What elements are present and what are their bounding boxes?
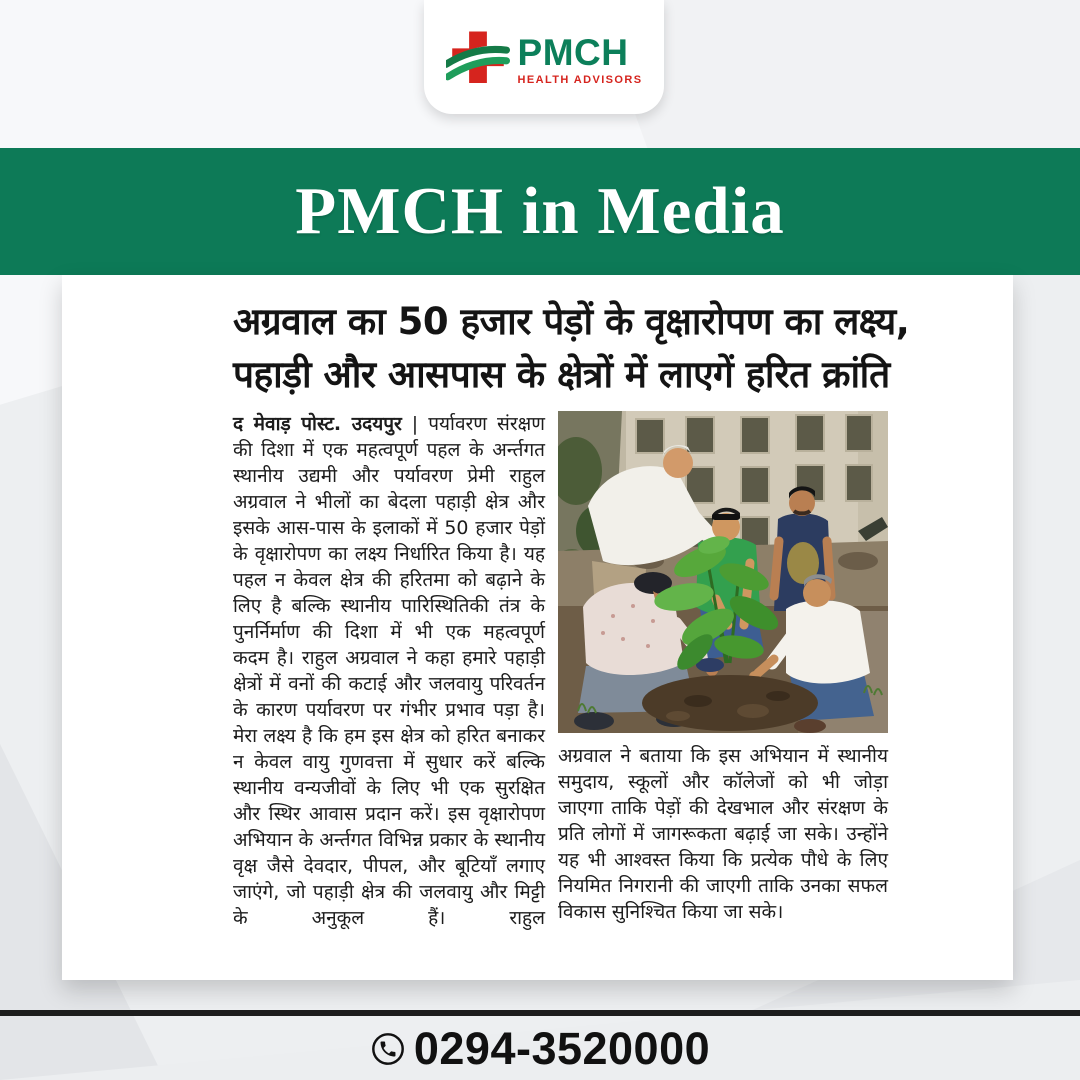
footer-divider: [0, 1010, 1080, 1016]
banner-title: PMCH in Media: [295, 174, 785, 248]
article-dateline: द मेवाड़ पोस्ट. उदयपुर: [233, 413, 402, 435]
media-banner: [0, 148, 1080, 275]
phone-number: 0294-3520000: [413, 1023, 711, 1074]
article-left-text: पर्यावरण संरक्षण की दिशा में एक महत्वपूर्ण पहल के अर्न्तगत स्थानीय उद्यमी और पर्यावरण प्रेमी राहुल अग्रवाल ने भीलों का बेदला पहाड़ी क्षेत्र और इसके आस-पास के इलाकों में 50 हजार पेड़ों के वृक्षारोपण का लक्ष्य निर्धारित किया है। यह पहल न केवल क्षेत्र की हरितमा को बढ़ाने के लिए है बल्कि स्थानीय पारिस्थितिकी तंत्र के पुनर्निर्माण की दिशा में भी एक महत्वपूर्ण कदम है। राहुल अग्रवाल ने कहा हमारे पहाड़ी क्षेत्रों में वनों की कटाई और जलवायु परिवर्तन के कारण पर्यावरण पर गंभीर प्रभाव पड़ा है। मेरा लक्ष्य है कि हम इस क्षेत्र को हरित बनाकर न केवल वायु गुणवत्ता में सुधार करें बल्कि स्थानीय वन्यजीवों के लिए भी एक सुरक्षित और स्थिर आवास प्रदान करें। इस वृक्षारोपण अभियान के अर्न्तगत विभिन्न प्रकार के स्थानीय वृक्ष जैसे देवदार, पीपल, और बूटियाँ लगाए जाएंगे, जो पहाड़ी क्षेत्र की जलवायु और मिट्टी के अनुकूल हैं। राहुल: [233, 413, 545, 929]
article-body-left: [233, 411, 545, 931]
phone-icon: [370, 1031, 406, 1067]
dateline-separator: |: [401, 413, 429, 435]
brand-name: PMCH: [517, 32, 629, 73]
newspaper-clipping: [62, 275, 1013, 980]
article-body-right: अग्रवाल ने बताया कि इस अभियान में स्थानीय समुदाय, स्कूलों और कॉलेजों को भी जोड़ा जाएगा ताकि पेड़ों की देखभाल और संरक्षण के प्रति लोगों में जागरूकता बढ़ाई जा सके। उन्होंने यह भी आश्वस्त किया कि प्रत्येक पौधे के लिए नियमित निगरानी की जाएगी ताकि उनका सफल विकास सुनिश्चित किया जा सके।: [558, 745, 888, 923]
brand-tagline: HEALTH ADVISORS: [517, 74, 643, 86]
footer: [0, 1018, 1080, 1080]
logo-card: [424, 0, 664, 114]
pmch-logo-icon: [446, 27, 510, 91]
article-headline-line2: पहाड़ी और आसपास के क्षेत्रों में लाएगें हरित क्रांति: [233, 353, 890, 396]
article-headline-line1: अग्रवाल का 50 हजार पेड़ों के वृक्षारोपण का लक्ष्य,: [233, 300, 910, 343]
article-photo: [558, 411, 888, 733]
